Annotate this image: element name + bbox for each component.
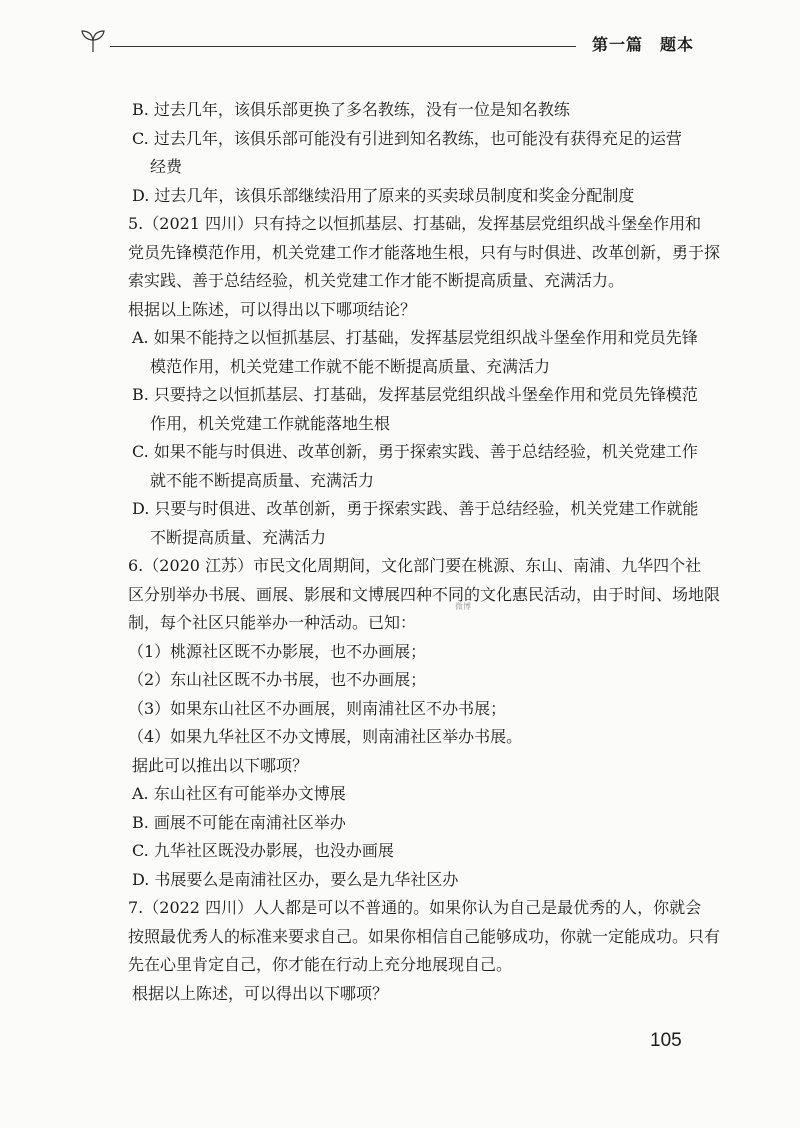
text-line: D. 书展要么是南浦社区办，要么是九华社区办 — [132, 869, 459, 889]
text-line: 根据以上陈述，可以得出以下哪项结论？ — [128, 299, 417, 319]
text-line: B. 过去几年，该俱乐部更换了多名教练，没有一位是知名教练 — [132, 100, 570, 119]
text-line: 5.（2021 四川）只有持之以恒抓基层、打基础，发挥基层党组织战斗堡垒作用和 — [128, 214, 702, 233]
text-line: 据此可以推出以下哪项？ — [132, 755, 309, 775]
text-line: D. 过去几年，该俱乐部继续沿用了原来的买卖球员制度和奖金分配制度 — [132, 185, 635, 205]
text-line: （1）桃源社区既不办影展，也不办画展； — [128, 641, 427, 661]
page-number: 105 — [650, 1030, 682, 1051]
text-line: 6.（2020 江苏）市民文化周期间，文化部门要在桃源、东山、南浦、九华四个社 — [128, 556, 702, 575]
text-line: C. 如果不能与时俱进、改革创新，勇于探索实践、善于总结经验，机关党建工作 — [132, 442, 698, 461]
chapter-title: 第一篇 题本 — [592, 35, 695, 54]
text-line: 模范作用，机关党建工作就不能不断提高质量、充满活力 — [150, 356, 551, 376]
text-line: A. 东山社区有可能举办文博展 — [132, 784, 346, 803]
text-line: 党员先锋模范作用，机关党建工作才能落地生根，只有与时俱进、改革创新，勇于探 — [128, 242, 721, 262]
text-line: （3）如果东山社区不办画展，则南浦社区不办书展； — [128, 698, 507, 718]
text-line: 经费 — [150, 157, 183, 176]
header-rule — [110, 46, 576, 47]
page-body — [128, 96, 721, 1008]
text-line: 索实践、善于总结经验，机关党建工作才能不断提高质量、充满活力。 — [128, 271, 625, 290]
text-line: 7.（2022 四川）人人都是可以不普通的。如果你认为自己是最优秀的人，你就会 — [128, 898, 702, 917]
sprout-icon — [78, 24, 108, 54]
text-line: 按照最优秀人的标准来要求自己。如果你相信自己能够成功，你就一定能成功。只有 — [128, 926, 721, 946]
text-line: D. 只要与时俱进、改革创新，勇于探索实践、善于总结经验，机关党建工作就能 — [132, 499, 699, 518]
text-line: 区分别举办书展、画展、影展和文博展四种不同的文化惠民活动，由于时间、场地限 — [128, 584, 721, 604]
text-line: 根据以上陈述，可以得出以下哪项？ — [132, 983, 389, 1003]
text-line: A. 如果不能持之以恒抓基层、打基础，发挥基层党组织战斗堡垒作用和党员先锋 — [132, 328, 698, 347]
text-line: B. 画展不可能在南浦社区举办 — [132, 812, 346, 832]
text-line: 制，每个社区只能举办一种活动。已知： — [128, 613, 417, 632]
text-line: 作用，机关党建工作就能落地生根 — [150, 413, 391, 433]
text-line: 就不能不断提高质量、充满活力 — [150, 470, 375, 490]
text-line: （4）如果九华社区不办文博展，则南浦社区举办书展。 — [128, 727, 523, 746]
text-line: C. 九华社区既没办影展，也没办画展 — [132, 841, 394, 860]
text-line: B. 只要持之以恒抓基层、打基础，发挥基层党组织战斗堡垒作用和党员先锋模范 — [132, 385, 698, 404]
text-line: （2）东山社区既不办书展，也不办画展； — [128, 670, 427, 689]
text-line: 先在心里肯定自己，你才能在行动上充分地展现自己。 — [128, 955, 513, 974]
watermark: 微博 — [455, 602, 471, 611]
text-line: 不断提高质量、充满活力 — [150, 527, 327, 547]
text-line: C. 过去几年，该俱乐部可能没有引进到知名教练，也可能没有获得充足的运营 — [132, 128, 682, 148]
page-header — [0, 22, 800, 72]
